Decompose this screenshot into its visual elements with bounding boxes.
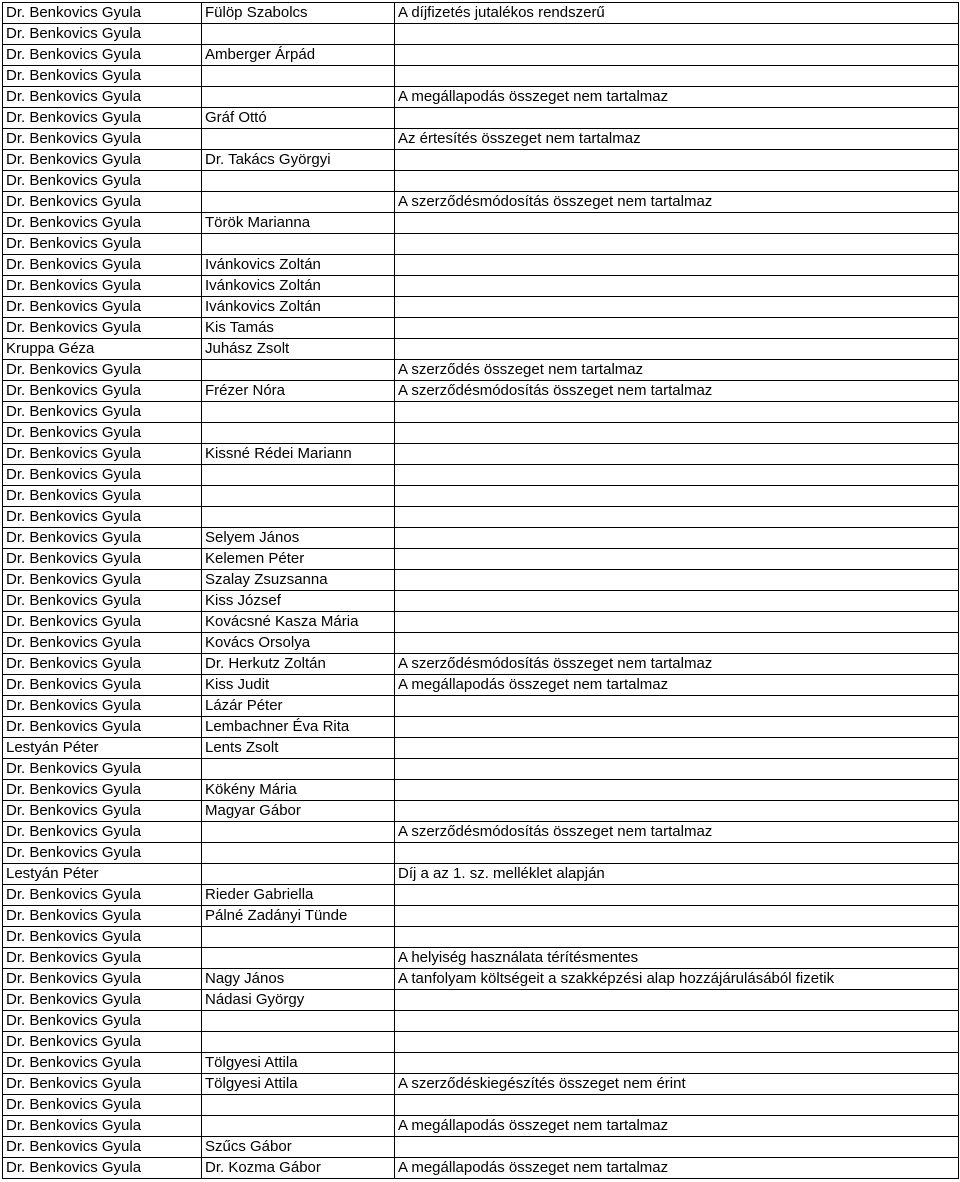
note-cell xyxy=(395,108,959,129)
partner-cell: Szűcs Gábor xyxy=(202,1137,395,1158)
table-row xyxy=(3,444,959,465)
note-cell xyxy=(395,1053,959,1074)
note-cell xyxy=(395,255,959,276)
signer-cell: Dr. Benkovics Gyula xyxy=(3,1116,202,1137)
partner-cell xyxy=(202,507,395,528)
table-row xyxy=(3,255,959,276)
partner-cell: Kissné Rédei Mariann xyxy=(202,444,395,465)
table-row xyxy=(3,780,959,801)
signer-cell: Dr. Benkovics Gyula xyxy=(3,780,202,801)
note-cell xyxy=(395,45,959,66)
table-row xyxy=(3,570,959,591)
partner-cell: Nagy János xyxy=(202,969,395,990)
note-cell xyxy=(395,696,959,717)
table-row xyxy=(3,612,959,633)
table-row xyxy=(3,675,959,696)
partner-cell: Lembachner Éva Rita xyxy=(202,717,395,738)
note-cell xyxy=(395,717,959,738)
signer-cell: Dr. Benkovics Gyula xyxy=(3,717,202,738)
signer-cell: Dr. Benkovics Gyula xyxy=(3,1011,202,1032)
partner-cell xyxy=(202,822,395,843)
signer-cell: Dr. Benkovics Gyula xyxy=(3,948,202,969)
note-cell xyxy=(395,1137,959,1158)
note-cell: A szerződés összeget nem tartalmaz xyxy=(395,360,959,381)
partner-cell: Kelemen Péter xyxy=(202,549,395,570)
partner-cell: Szalay Zsuzsanna xyxy=(202,570,395,591)
partner-cell: Lázár Péter xyxy=(202,696,395,717)
signer-cell: Kruppa Géza xyxy=(3,339,202,360)
note-cell xyxy=(395,759,959,780)
partner-cell: Ivánkovics Zoltán xyxy=(202,255,395,276)
partner-cell: Kökény Mária xyxy=(202,780,395,801)
note-cell xyxy=(395,570,959,591)
note-cell: A szerződésmódosítás összeget nem tartalmaz xyxy=(395,192,959,213)
signer-cell: Dr. Benkovics Gyula xyxy=(3,213,202,234)
partner-cell xyxy=(202,87,395,108)
note-cell xyxy=(395,24,959,45)
partner-cell xyxy=(202,1032,395,1053)
partner-cell: Gráf Ottó xyxy=(202,108,395,129)
table-row xyxy=(3,696,959,717)
partner-cell: Tölgyesi Attila xyxy=(202,1074,395,1095)
note-cell: A szerződésmódosítás összeget nem tartalmaz xyxy=(395,822,959,843)
signer-cell: Dr. Benkovics Gyula xyxy=(3,381,202,402)
signer-cell: Dr. Benkovics Gyula xyxy=(3,486,202,507)
note-cell xyxy=(395,591,959,612)
signer-cell: Dr. Benkovics Gyula xyxy=(3,696,202,717)
partner-cell xyxy=(202,759,395,780)
partner-cell: Ivánkovics Zoltán xyxy=(202,297,395,318)
signer-cell: Dr. Benkovics Gyula xyxy=(3,990,202,1011)
partner-cell: Kovács Orsolya xyxy=(202,633,395,654)
partner-cell: Kiss Judit xyxy=(202,675,395,696)
partner-cell xyxy=(202,843,395,864)
signer-cell: Dr. Benkovics Gyula xyxy=(3,318,202,339)
partner-cell: Dr. Herkutz Zoltán xyxy=(202,654,395,675)
partner-cell xyxy=(202,1095,395,1116)
table-row xyxy=(3,171,959,192)
note-cell: Az értesítés összeget nem tartalmaz xyxy=(395,129,959,150)
note-cell xyxy=(395,297,959,318)
partner-cell xyxy=(202,171,395,192)
partner-cell: Frézer Nóra xyxy=(202,381,395,402)
signer-cell: Dr. Benkovics Gyula xyxy=(3,87,202,108)
table-row xyxy=(3,360,959,381)
note-cell xyxy=(395,444,959,465)
note-cell xyxy=(395,234,959,255)
signer-cell: Dr. Benkovics Gyula xyxy=(3,1095,202,1116)
signer-cell: Dr. Benkovics Gyula xyxy=(3,1137,202,1158)
table-row xyxy=(3,885,959,906)
signer-cell: Dr. Benkovics Gyula xyxy=(3,570,202,591)
note-cell xyxy=(395,801,959,822)
table-body xyxy=(3,3,959,1179)
note-cell xyxy=(395,423,959,444)
table-row xyxy=(3,801,959,822)
note-cell xyxy=(395,738,959,759)
table-row xyxy=(3,297,959,318)
note-cell xyxy=(395,1011,959,1032)
note-cell: A megállapodás összeget nem tartalmaz xyxy=(395,1158,959,1179)
table-row xyxy=(3,276,959,297)
partner-cell xyxy=(202,948,395,969)
note-cell xyxy=(395,339,959,360)
note-cell xyxy=(395,549,959,570)
note-cell: A szerződésmódosítás összeget nem tartalmaz xyxy=(395,654,959,675)
note-cell xyxy=(395,1032,959,1053)
signer-cell: Dr. Benkovics Gyula xyxy=(3,507,202,528)
note-cell: A megállapodás összeget nem tartalmaz xyxy=(395,87,959,108)
signer-cell: Dr. Benkovics Gyula xyxy=(3,528,202,549)
signer-cell: Dr. Benkovics Gyula xyxy=(3,591,202,612)
signer-cell: Dr. Benkovics Gyula xyxy=(3,843,202,864)
note-cell xyxy=(395,990,959,1011)
table-row xyxy=(3,654,959,675)
partner-cell: Kis Tamás xyxy=(202,318,395,339)
partner-cell xyxy=(202,465,395,486)
note-cell xyxy=(395,612,959,633)
note-cell xyxy=(395,66,959,87)
note-cell: A szerződéskiegészítés összeget nem érint xyxy=(395,1074,959,1095)
table-row xyxy=(3,843,959,864)
partner-cell xyxy=(202,66,395,87)
signer-cell: Dr. Benkovics Gyula xyxy=(3,549,202,570)
note-cell: A szerződésmódosítás összeget nem tartalmaz xyxy=(395,381,959,402)
signer-cell: Dr. Benkovics Gyula xyxy=(3,45,202,66)
signer-cell: Dr. Benkovics Gyula xyxy=(3,171,202,192)
data-table xyxy=(2,2,959,1179)
table-row xyxy=(3,1116,959,1137)
table-row xyxy=(3,759,959,780)
table-row xyxy=(3,822,959,843)
partner-cell: Juhász Zsolt xyxy=(202,339,395,360)
partner-cell xyxy=(202,423,395,444)
partner-cell: Amberger Árpád xyxy=(202,45,395,66)
table-row xyxy=(3,990,959,1011)
table-row xyxy=(3,402,959,423)
table-row xyxy=(3,1011,959,1032)
note-cell: A megállapodás összeget nem tartalmaz xyxy=(395,1116,959,1137)
note-cell xyxy=(395,213,959,234)
signer-cell: Lestyán Péter xyxy=(3,738,202,759)
note-cell: A díjfizetés jutalékos rendszerű xyxy=(395,3,959,24)
signer-cell: Dr. Benkovics Gyula xyxy=(3,3,202,24)
table-row xyxy=(3,213,959,234)
table-row xyxy=(3,927,959,948)
partner-cell xyxy=(202,129,395,150)
table-row xyxy=(3,948,959,969)
table-row xyxy=(3,486,959,507)
note-cell xyxy=(395,885,959,906)
partner-cell xyxy=(202,1011,395,1032)
partner-cell: Dr. Takács Györgyi xyxy=(202,150,395,171)
partner-cell xyxy=(202,234,395,255)
note-cell xyxy=(395,780,959,801)
table-row xyxy=(3,1074,959,1095)
signer-cell: Dr. Benkovics Gyula xyxy=(3,24,202,45)
partner-cell: Nádasi György xyxy=(202,990,395,1011)
signer-cell: Dr. Benkovics Gyula xyxy=(3,108,202,129)
signer-cell: Dr. Benkovics Gyula xyxy=(3,654,202,675)
signer-cell: Dr. Benkovics Gyula xyxy=(3,255,202,276)
signer-cell: Dr. Benkovics Gyula xyxy=(3,234,202,255)
partner-cell xyxy=(202,24,395,45)
table-row xyxy=(3,864,959,885)
signer-cell: Dr. Benkovics Gyula xyxy=(3,906,202,927)
note-cell xyxy=(395,276,959,297)
partner-cell xyxy=(202,864,395,885)
partner-cell: Lents Zsolt xyxy=(202,738,395,759)
table-row xyxy=(3,24,959,45)
signer-cell: Dr. Benkovics Gyula xyxy=(3,801,202,822)
note-cell xyxy=(395,1095,959,1116)
signer-cell: Dr. Benkovics Gyula xyxy=(3,759,202,780)
signer-cell: Dr. Benkovics Gyula xyxy=(3,66,202,87)
table-row xyxy=(3,738,959,759)
signer-cell: Dr. Benkovics Gyula xyxy=(3,150,202,171)
partner-cell: Ivánkovics Zoltán xyxy=(202,276,395,297)
partner-cell: Török Marianna xyxy=(202,213,395,234)
partner-cell: Dr. Kozma Gábor xyxy=(202,1158,395,1179)
partner-cell: Magyar Gábor xyxy=(202,801,395,822)
note-cell xyxy=(395,843,959,864)
note-cell xyxy=(395,906,959,927)
table-row xyxy=(3,1158,959,1179)
table-row xyxy=(3,591,959,612)
table-row xyxy=(3,66,959,87)
table-row xyxy=(3,3,959,24)
signer-cell: Dr. Benkovics Gyula xyxy=(3,1032,202,1053)
partner-cell xyxy=(202,402,395,423)
note-cell: A megállapodás összeget nem tartalmaz xyxy=(395,675,959,696)
table-row xyxy=(3,1137,959,1158)
signer-cell: Dr. Benkovics Gyula xyxy=(3,297,202,318)
table-row xyxy=(3,129,959,150)
signer-cell: Lestyán Péter xyxy=(3,864,202,885)
partner-cell: Kiss József xyxy=(202,591,395,612)
table-row xyxy=(3,465,959,486)
signer-cell: Dr. Benkovics Gyula xyxy=(3,192,202,213)
partner-cell: Fülöp Szabolcs xyxy=(202,3,395,24)
note-cell: Díj a az 1. sz. melléklet alapján xyxy=(395,864,959,885)
signer-cell: Dr. Benkovics Gyula xyxy=(3,927,202,948)
signer-cell: Dr. Benkovics Gyula xyxy=(3,444,202,465)
signer-cell: Dr. Benkovics Gyula xyxy=(3,276,202,297)
note-cell xyxy=(395,927,959,948)
signer-cell: Dr. Benkovics Gyula xyxy=(3,969,202,990)
table-row xyxy=(3,717,959,738)
partner-cell xyxy=(202,360,395,381)
signer-cell: Dr. Benkovics Gyula xyxy=(3,1053,202,1074)
note-cell: A helyiség használata térítésmentes xyxy=(395,948,959,969)
table-row xyxy=(3,318,959,339)
note-cell xyxy=(395,528,959,549)
signer-cell: Dr. Benkovics Gyula xyxy=(3,612,202,633)
partner-cell: Selyem János xyxy=(202,528,395,549)
table-row xyxy=(3,906,959,927)
table-row xyxy=(3,234,959,255)
table-row xyxy=(3,45,959,66)
table-row xyxy=(3,969,959,990)
partner-cell: Pálné Zadányi Tünde xyxy=(202,906,395,927)
table-row xyxy=(3,1053,959,1074)
table-row xyxy=(3,1095,959,1116)
signer-cell: Dr. Benkovics Gyula xyxy=(3,822,202,843)
signer-cell: Dr. Benkovics Gyula xyxy=(3,465,202,486)
partner-cell: Tölgyesi Attila xyxy=(202,1053,395,1074)
note-cell xyxy=(395,486,959,507)
table-row xyxy=(3,549,959,570)
signer-cell: Dr. Benkovics Gyula xyxy=(3,675,202,696)
table-row xyxy=(3,87,959,108)
partner-cell: Rieder Gabriella xyxy=(202,885,395,906)
signer-cell: Dr. Benkovics Gyula xyxy=(3,402,202,423)
table-row xyxy=(3,507,959,528)
note-cell: A tanfolyam költségeit a szakképzési alap hozzájárulásából fizetik xyxy=(395,969,959,990)
signer-cell: Dr. Benkovics Gyula xyxy=(3,633,202,654)
signer-cell: Dr. Benkovics Gyula xyxy=(3,1074,202,1095)
table-row xyxy=(3,150,959,171)
table-row xyxy=(3,192,959,213)
signer-cell: Dr. Benkovics Gyula xyxy=(3,423,202,444)
table-row xyxy=(3,528,959,549)
table-row xyxy=(3,423,959,444)
note-cell xyxy=(395,150,959,171)
partner-cell xyxy=(202,486,395,507)
table-row xyxy=(3,1032,959,1053)
table-row xyxy=(3,633,959,654)
table-row xyxy=(3,108,959,129)
table-row xyxy=(3,381,959,402)
signer-cell: Dr. Benkovics Gyula xyxy=(3,1158,202,1179)
note-cell xyxy=(395,633,959,654)
note-cell xyxy=(395,318,959,339)
note-cell xyxy=(395,171,959,192)
partner-cell xyxy=(202,927,395,948)
table-row xyxy=(3,339,959,360)
partner-cell xyxy=(202,1116,395,1137)
note-cell xyxy=(395,465,959,486)
signer-cell: Dr. Benkovics Gyula xyxy=(3,360,202,381)
note-cell xyxy=(395,507,959,528)
signer-cell: Dr. Benkovics Gyula xyxy=(3,129,202,150)
signer-cell: Dr. Benkovics Gyula xyxy=(3,885,202,906)
partner-cell xyxy=(202,192,395,213)
note-cell xyxy=(395,402,959,423)
partner-cell: Kovácsné Kasza Mária xyxy=(202,612,395,633)
